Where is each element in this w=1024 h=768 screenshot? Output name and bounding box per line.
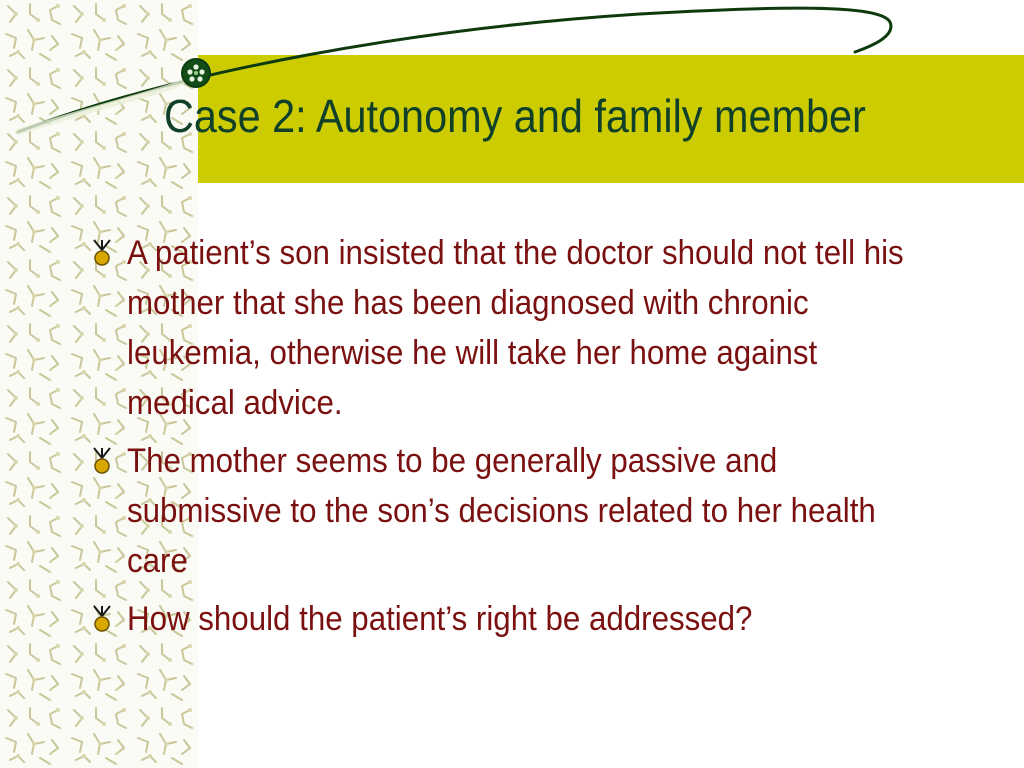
bullet-item [86,594,946,644]
bullet-item [86,436,946,586]
sprout-bullet-icon [88,604,116,634]
bullet-item [86,228,946,428]
sprout-bullet-icon [88,238,116,268]
sprout-bullet-icon [88,446,116,476]
bullet-list [86,228,946,652]
bullet-text: How should the patient’s right be addressed? [127,600,753,638]
bullet-text: The mother seems to be generally passive and submissive to the son’s decisions related to her health care [127,442,876,580]
molecule-orb-icon [180,57,212,89]
bullet-text: A patient’s son insisted that the doctor should not tell his mother that she has been diagnosed with chronic leukemia, otherwise he will take her home against medical advice. [127,234,904,422]
slide-title: Case 2: Autonomy and family member [164,90,866,142]
